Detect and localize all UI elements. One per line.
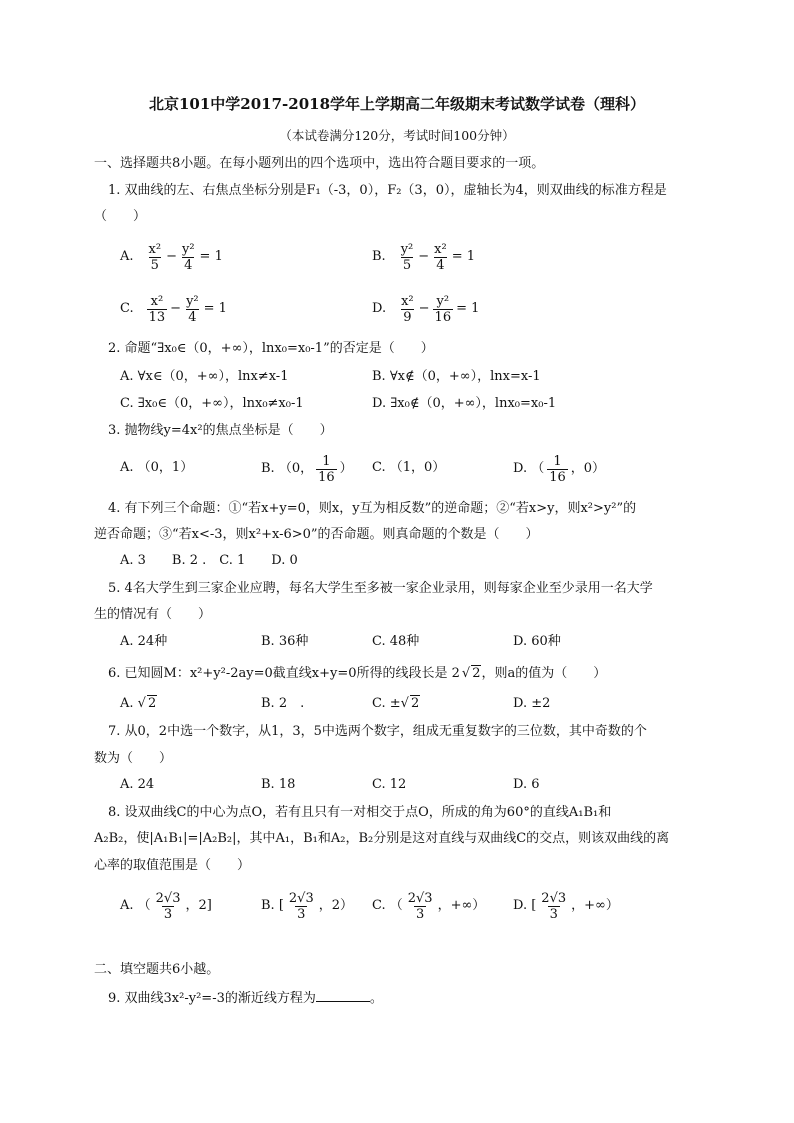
q7-stem-line1: 7. 从0，2中选一个数字，从1，3，5中选两个数字，组成无重复数字的三位数，其中奇数的个	[108, 724, 647, 739]
q8-stem-line2: A₂B₂，使|A₁B₁|=|A₂B₂|，其中A₁，B₁和A₂，B₂分别是这对直线与双曲线C的交点，则该双曲线的离	[94, 831, 670, 846]
q9-stem: 9. 双曲线3x²-y²=-3的渐近线方程为 。	[108, 991, 383, 1006]
q7-option-c: C. 12	[372, 777, 407, 792]
q7-stem-line2: 数为（ ）	[94, 751, 173, 766]
q7-option-d: D. 6	[513, 777, 540, 792]
q1-option-b: B. $\frac{\text{y²}}{5}$ − $\frac{\text{x²}}{4}$ = 1	[372, 241, 475, 273]
q3-option-a: A. （0，1）	[120, 460, 194, 475]
q6-stem: 6. 已知圆M：x²+y²-2ay=0截直线x+y=0所得的线段长是 2 √ 2，则a的值为（ ）	[108, 666, 607, 681]
q4-stem-line1: 4. 有下列三个命题：①“若x+y=0，则x，y互为相反数”的逆命题；②“若x>y，则x²>y²”的	[108, 501, 637, 516]
q3-option-d: D. （ $\frac{1}{16}$ ，0）	[513, 453, 606, 485]
q1-b-frac1: $\frac{\text{y²}}{5}$	[400, 241, 414, 273]
q1-option-d: D. $\frac{\text{x²}}{9}$ − $\frac{\text{y²}}{16}$ = 1	[372, 293, 480, 325]
q3-d-frac: $\frac{1}{16}$	[549, 453, 566, 485]
q1-b-label: B.	[372, 249, 386, 264]
q6-option-c: C. ±√ 2	[372, 696, 420, 711]
q1-option-c: C. $\frac{\text{x²}}{13}$ − $\frac{\text{y²}}{4}$ = 1	[120, 293, 227, 325]
q6-option-a: A. √ 2	[120, 696, 157, 711]
q5-stem-line1: 5. 4名大学生到三家企业应聘，每名大学生至多被一家企业录用，则每家企业至少录用一名大学	[108, 581, 653, 596]
q6-option-b: B. 2 .	[261, 696, 305, 711]
q8-option-c: C. （ $\frac{2√3}{3}$ ，+∞）	[372, 890, 486, 922]
q2-option-d: D. ∃x₀∉（0，+∞），lnx₀=x₀-1	[372, 396, 557, 411]
q4-options: A. 3 B. 2 . C. 1 D. 0	[120, 553, 298, 568]
q2-option-c: C. ∃x₀∈（0，+∞），lnx₀≠x₀-1	[120, 396, 304, 411]
page-title: 北京101中学2017-2018学年上学期高二年级期末考试数学试卷（理科）	[148, 95, 646, 113]
q3-option-b: B. （0， $\frac{1}{16}$ ）	[261, 453, 353, 485]
exam-info: （本试卷满分120分，考试时间100分钟）	[279, 128, 515, 143]
q8-a-frac: $\frac{2√3}{3}$	[155, 890, 181, 922]
q4-stem-line2: 逆否命题；③“若x<-3，则x²+x-6>0”的否命题。则真命题的个数是（ ）	[94, 527, 539, 542]
q6-stem-radicand: 2	[472, 666, 481, 681]
q1-b-frac2: $\frac{\text{x²}}{4}$	[434, 241, 447, 273]
q2-stem: 2. 命题“∃x₀∈（0，+∞），lnx₀=x₀-1”的否定是（ ）	[108, 341, 434, 356]
q1-c-frac2: $\frac{\text{y²}}{4}$	[186, 293, 199, 325]
q8-d-frac: $\frac{2√3}{3}$	[541, 890, 567, 922]
q6-a-radicand: 2	[147, 696, 157, 711]
q1-a-frac1: $\frac{\text{x²}}{5}$	[148, 241, 162, 273]
q1-stem-line1: 1. 双曲线的左、右焦点坐标分别是F₁（-3，0），F₂（3，0），虚轴长为4，则双曲线的标准方程是	[108, 183, 667, 198]
q1-a-label: A.	[120, 249, 134, 264]
q1-option-a: A. $\frac{\text{x²}}{5}$ − $\frac{\text{y²}}{4}$ = 1	[120, 241, 223, 273]
q9-answer-blank[interactable]	[316, 989, 370, 1002]
q8-option-b: B. [ $\frac{2√3}{3}$ ，2）	[261, 890, 353, 922]
q8-option-a: A. （ $\frac{2√3}{3}$ ，2]	[120, 890, 212, 922]
q3-b-frac: $\frac{1}{16}$	[318, 453, 335, 485]
q8-option-d: D. [ $\frac{2√3}{3}$ ，+∞）	[513, 890, 619, 922]
q2-option-a: A. ∀x∈（0，+∞），lnx≠x-1	[120, 369, 289, 384]
q5-option-a: A. 24种	[120, 634, 168, 649]
q8-stem-line1: 8. 设双曲线C的中心为点O，若有且只有一对相交于点O，所成的角为60°的直线A₁B₁和	[108, 805, 612, 820]
q1-d-frac1: $\frac{\text{x²}}{9}$	[401, 293, 414, 325]
q6-option-d: D. ±2	[513, 696, 551, 711]
q7-option-a: A. 24	[120, 777, 155, 792]
q6-c-radicand: 2	[410, 696, 420, 711]
q1-d-frac2: $\frac{\text{y²}}{16}$	[434, 293, 452, 325]
q1-a-frac2: $\frac{\text{y²}}{4}$	[181, 241, 195, 273]
q3-option-c: C. （1，0）	[372, 460, 446, 475]
q8-stem-line3: 心率的取值范围是（ ）	[94, 858, 251, 873]
q8-c-frac: $\frac{2√3}{3}$	[407, 890, 433, 922]
q5-stem-line2: 生的情况有（ ）	[94, 607, 212, 622]
q5-option-c: C. 48种	[372, 634, 420, 649]
q5-option-b: B. 36种	[261, 634, 309, 649]
q1-stem-line2: （ ）	[94, 209, 147, 224]
q5-option-d: D. 60种	[513, 634, 561, 649]
section1-header: 一、选择题共8小题。在每小题列出的四个选项中，选出符合题目要求的一项。	[94, 156, 545, 171]
q8-b-frac: $\frac{2√3}{3}$	[288, 890, 314, 922]
q7-option-b: B. 18	[261, 777, 296, 792]
q3-stem: 3. 抛物线y=4x²的焦点坐标是（ ）	[108, 423, 333, 438]
q1-c-frac1: $\frac{\text{x²}}{13}$	[148, 293, 166, 325]
q1-c-label: C.	[120, 301, 134, 316]
q1-d-label: D.	[372, 301, 387, 316]
q2-option-b: B. ∀x∉（0，+∞），lnx=x-1	[372, 369, 541, 384]
section2-header: 二、填空题共6小越。	[94, 962, 220, 977]
